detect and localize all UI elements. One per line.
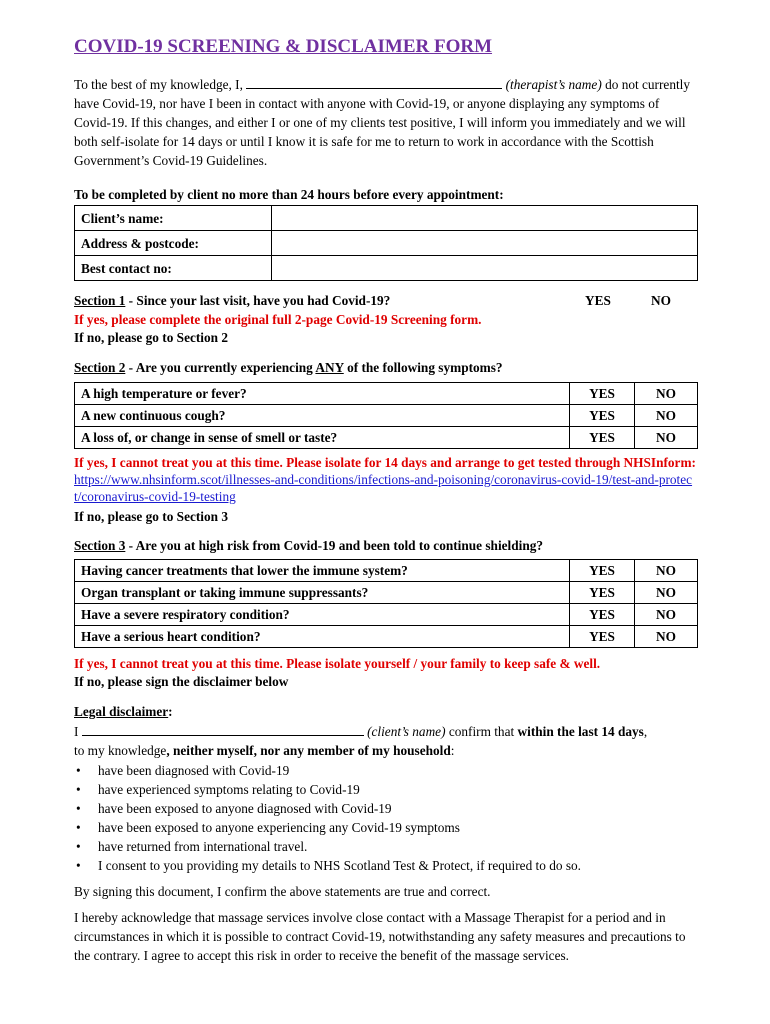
no-option[interactable]: NO (635, 405, 698, 427)
section2-heading (74, 358, 698, 377)
symptoms-table (74, 382, 698, 449)
disclaimer-line1 (74, 722, 698, 741)
section3-if-yes: If yes, I cannot treat you at this time. Please isolate yourself / your family to keep safe & well. (74, 656, 601, 671)
yes-option[interactable]: YES (570, 626, 635, 648)
section3-heading (74, 536, 698, 555)
section1-if-yes: If yes, please complete the original full 2-page Covid-19 Screening form. (74, 312, 482, 327)
list-item: • have been diagnosed with Covid-19 (74, 761, 698, 780)
section2-warning: If yes, I cannot treat you at this time. Please isolate for 14 days and arrange to get tested through NHSInform: (74, 455, 696, 470)
list-item: • have experienced symptoms relating to Covid-19 (74, 780, 698, 799)
disclaimer-colon: : (168, 704, 173, 719)
table-row (75, 582, 698, 604)
section2-any: ANY (315, 360, 344, 375)
section1-no-option[interactable]: NO (651, 293, 671, 308)
yes-option[interactable]: YES (570, 405, 635, 427)
section2-if-no: If no, please go to Section 3 (74, 509, 229, 524)
symptom-question: A high temperature or fever? (75, 383, 570, 405)
section1-question: - Since your last visit, have you had Covid-19? (125, 293, 391, 308)
client-name-input[interactable] (272, 206, 698, 231)
no-option[interactable]: NO (635, 604, 698, 626)
client-heading: To be completed by client no more than 24 hours before every appointment: (74, 187, 504, 202)
section1-label: Section 1 (74, 293, 126, 308)
table-row (75, 231, 698, 256)
intro-prefix: To the best of my knowledge, I, (74, 77, 247, 92)
section2-if-yes (74, 454, 698, 505)
symptom-question: A loss of, or change in sense of smell or taste? (75, 427, 570, 449)
table-row (75, 604, 698, 626)
risk-question: Organ transplant or taking immune suppressants? (75, 582, 570, 604)
section3-label: Section 3 (74, 538, 126, 553)
risk-question: Have a severe respiratory condition? (75, 604, 570, 626)
yes-option[interactable]: YES (570, 427, 635, 449)
yes-option[interactable]: YES (570, 582, 635, 604)
table-row (75, 256, 698, 281)
section2-question-start: Are you currently experiencing (135, 360, 316, 375)
disclaimer-knowledge: to my knowledge (74, 743, 167, 758)
table-row (75, 427, 698, 449)
table-row (75, 206, 698, 231)
list-item: • have been exposed to anyone diagnosed with Covid-19 (74, 799, 698, 818)
address-label: Address & postcode: (75, 231, 272, 256)
disclaimer-heading-text: Legal disclaimer (74, 704, 169, 719)
page-title: COVID-19 SCREENING & DISCLAIMER FORM (74, 36, 493, 57)
section2-label: Section 2 (74, 360, 126, 375)
intro-rest: do not currently have Covid-19, nor have I been in contact with anyone with Covid-19, or anyone displaying any symptoms of Covid-19. If this changes, and either I or one of my clients test positive, I will inform you immediately and we will both self-isolate for 14 days or until I know it is safe for me to return to work in accordance with the Scottish Government’s Covid-19 Guidelines. (74, 77, 691, 168)
section2-question-end: of the following symptoms? (343, 360, 503, 375)
disclaimer-within: within the last 14 days (517, 724, 644, 739)
client-details-table (74, 205, 698, 281)
disclaimer-i: I (74, 724, 82, 739)
yes-option[interactable]: YES (570, 383, 635, 405)
list-item: • have been exposed to anyone experiencing any Covid-19 symptoms (74, 818, 698, 837)
section3-question: - Are you at high risk from Covid-19 and been told to continue shielding? (125, 538, 544, 553)
disclaimer-comma: , (643, 724, 648, 739)
no-option[interactable]: NO (635, 383, 698, 405)
yes-option[interactable]: YES (570, 604, 635, 626)
no-option[interactable]: NO (635, 582, 698, 604)
section3-if-no: If no, please sign the disclaimer below (74, 674, 289, 689)
symptom-question: A new continuous cough? (75, 405, 570, 427)
shielding-table (74, 559, 698, 648)
client-name-label: Client’s name: (75, 206, 272, 231)
disclaimer-heading (74, 702, 698, 721)
intro-role: (therapist’s name) (505, 77, 602, 92)
section1-yes-option[interactable]: YES (585, 293, 611, 308)
disclaimer-confirm: confirm that (445, 724, 518, 739)
table-row (75, 383, 698, 405)
disclaimer-colon2: : (450, 743, 455, 758)
signing-statement: By signing this document, I confirm the above statements are true and correct. (74, 884, 491, 899)
disclaimer-role: (client’s name) (367, 724, 446, 739)
disclaimer-line2 (74, 741, 698, 760)
address-input[interactable] (272, 231, 698, 256)
intro-paragraph (74, 75, 698, 170)
nhsinform-link[interactable]: https://www.nhsinform.scot/illnesses-and-conditions/infections-and-poisoning/coronavirus-covid-19/test-and-protect/coronavirus-covid-19-testing (74, 472, 693, 504)
client-name-signature-field[interactable] (82, 723, 364, 736)
table-row (75, 560, 698, 582)
contact-label: Best contact no: (75, 256, 272, 281)
no-option[interactable]: NO (635, 626, 698, 648)
no-option[interactable]: NO (635, 427, 698, 449)
disclaimer-household: , neither myself, nor any member of my household (166, 743, 451, 758)
table-row (75, 626, 698, 648)
table-row (75, 405, 698, 427)
list-item: • I consent to you providing my details to NHS Scotland Test & Protect, if required to do so. (74, 856, 698, 875)
risk-question: Have a serious heart condition? (75, 626, 570, 648)
acknowledgement-paragraph: I hereby acknowledge that massage services involve close contact with a Massage Therapist for a period and in circumstances in which it is possible to contract Covid-19, notwithstanding any safety measures and precautions to the contrary. I agree to accept this risk in order to receive the benefit of the massage services. (74, 910, 686, 963)
yes-option[interactable]: YES (570, 560, 635, 582)
risk-question: Having cancer treatments that lower the immune system? (75, 560, 570, 582)
section1-if-no: If no, please go to Section 2 (74, 330, 229, 345)
list-item: • have returned from international travel. (74, 837, 698, 856)
section2-dash: - (125, 360, 136, 375)
therapist-name-field[interactable] (246, 76, 502, 89)
no-option[interactable]: NO (635, 560, 698, 582)
contact-input[interactable] (272, 256, 698, 281)
disclaimer-bullets (74, 761, 698, 875)
